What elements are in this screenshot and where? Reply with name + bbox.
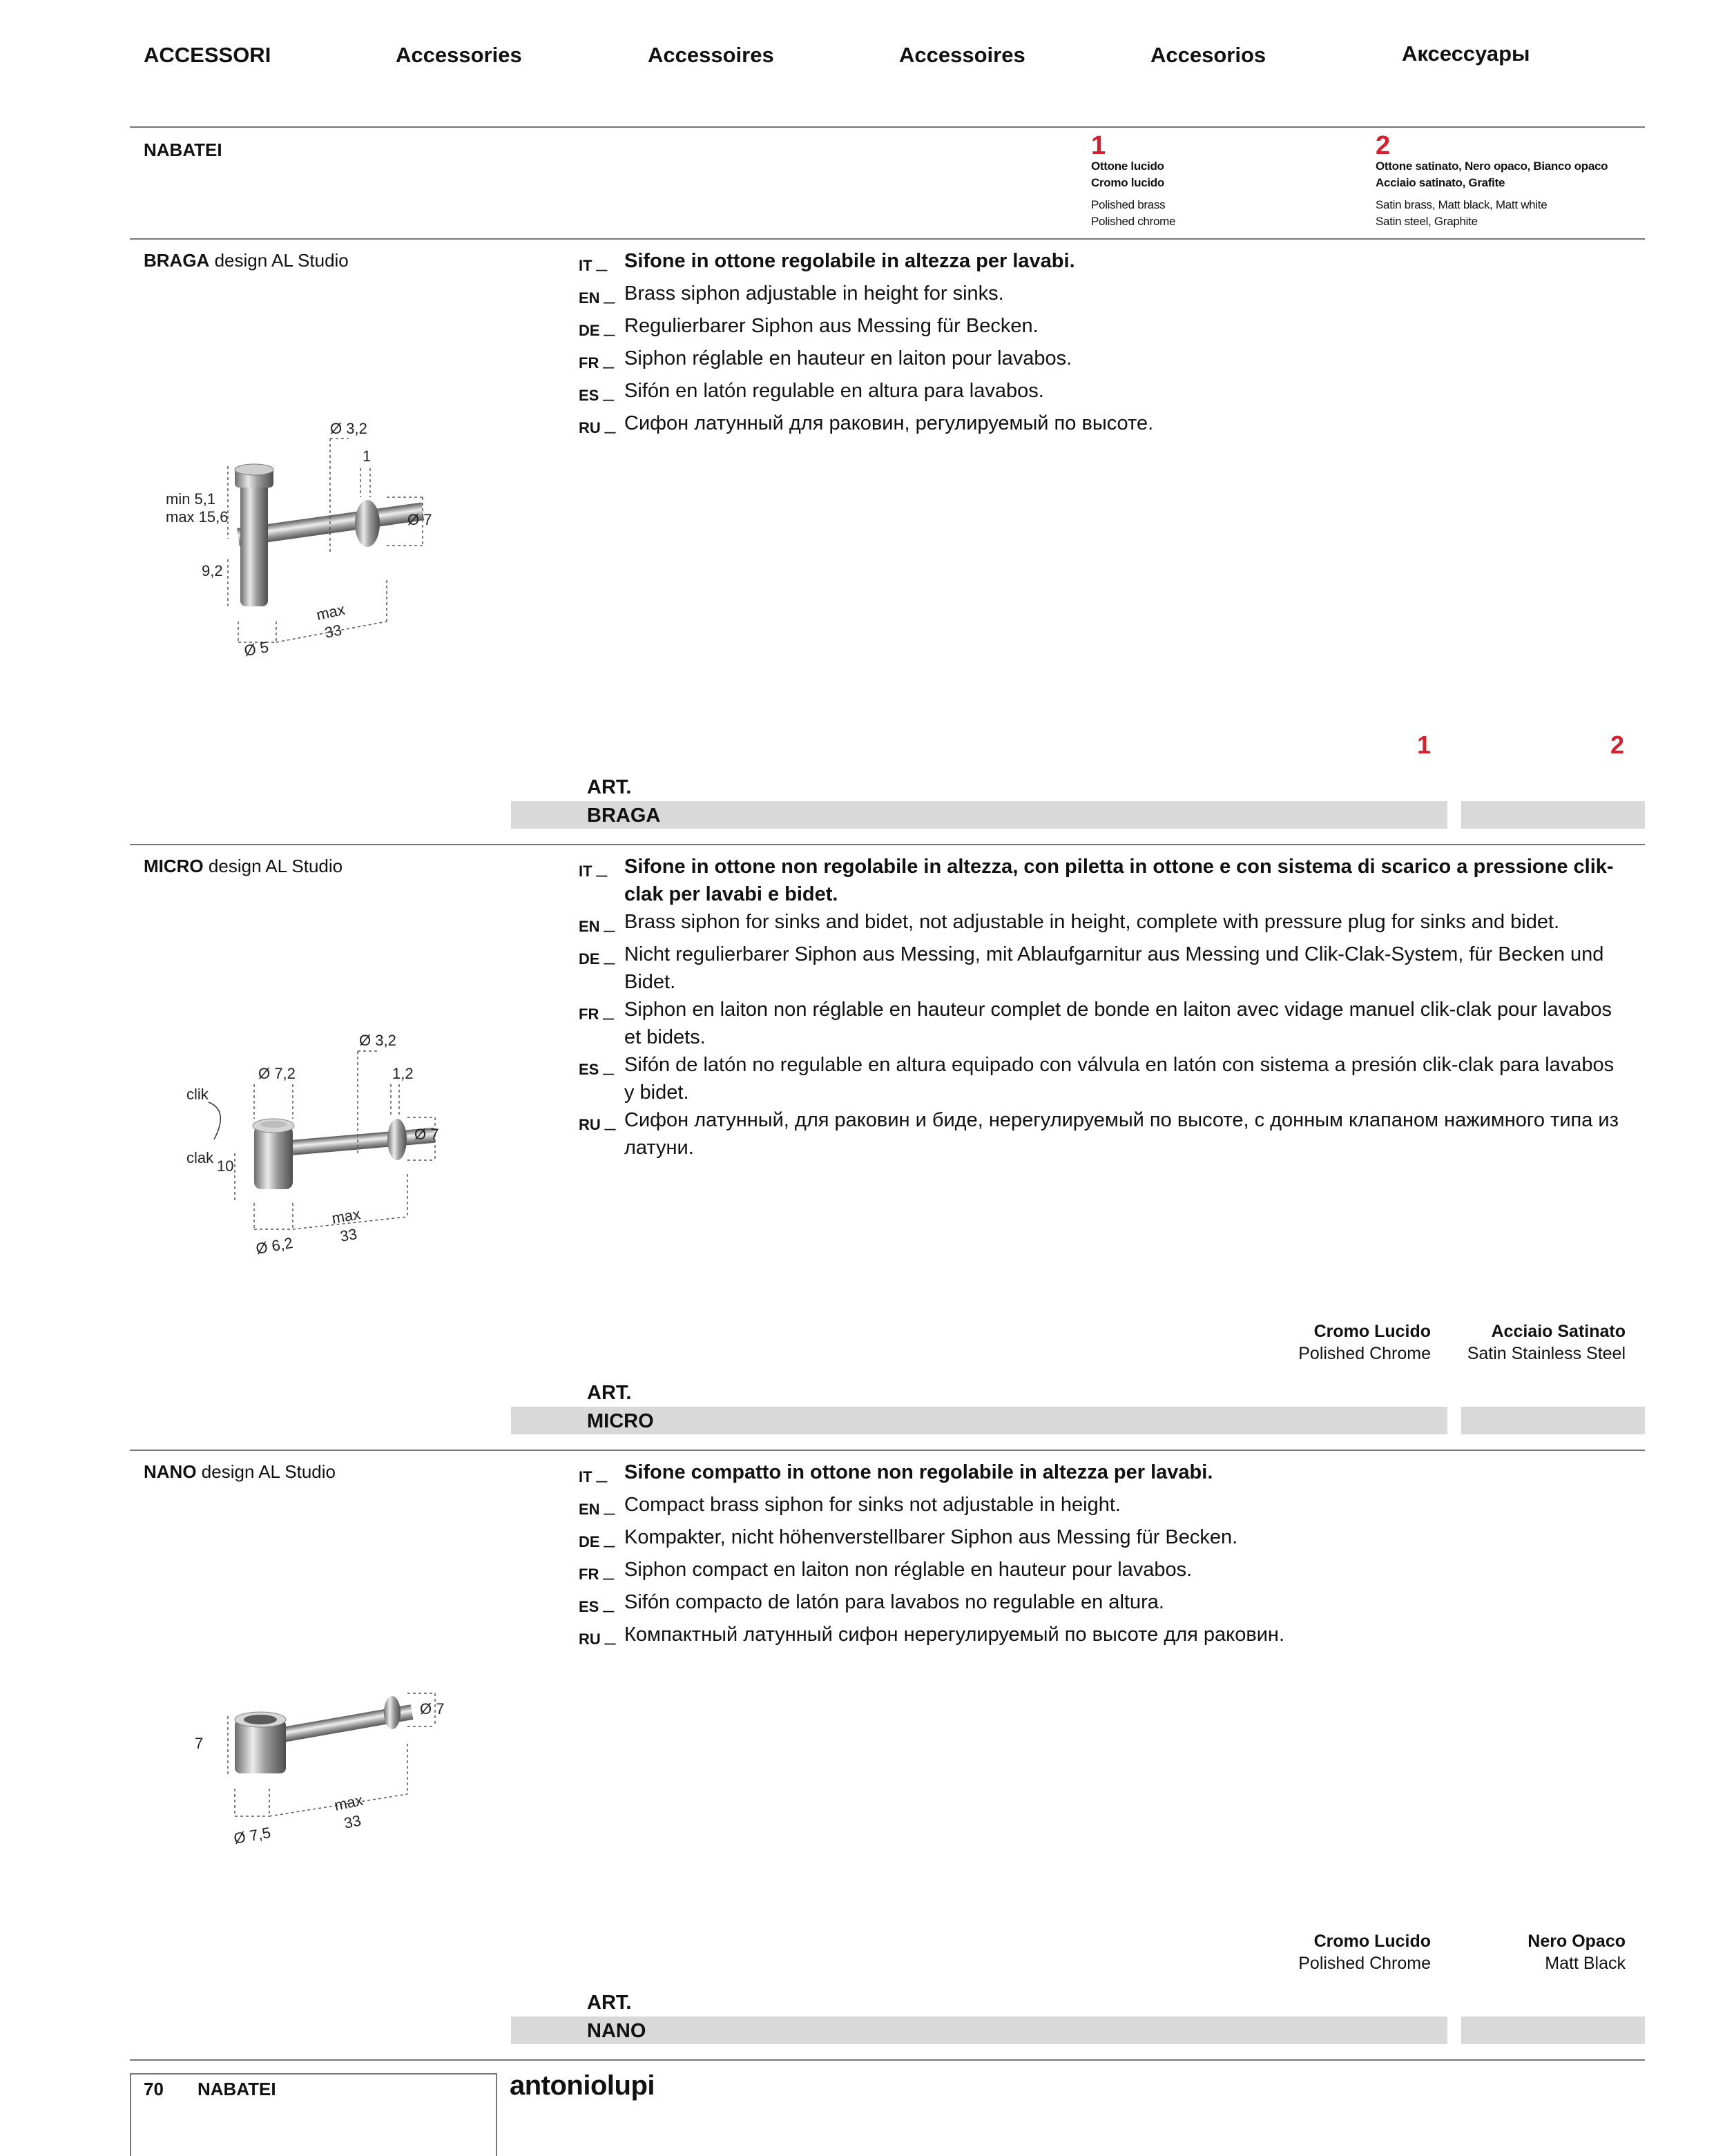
nano-technical-drawing — [180, 1678, 470, 1871]
lang-code: ES — [579, 387, 599, 404]
page-number: 70 — [144, 2079, 164, 2099]
dim-label: Ø 7 — [414, 1126, 439, 1143]
finish-label: Polished chrome — [1091, 215, 1176, 228]
finish-name-it: Cromo Lucido — [1313, 1932, 1431, 1951]
siphon-shape — [235, 464, 424, 606]
dim-label: Ø 7 — [420, 1700, 445, 1717]
dim-label: Ø 7 — [407, 511, 432, 528]
lang-code: RU — [579, 1630, 601, 1648]
product-name: BRAGA — [144, 250, 210, 271]
desc-text: Kompakter, nicht höhenverstellbarer Siphon aus Messing für Becken. — [624, 1526, 1238, 1548]
brand-logo: antoniolupi — [510, 2070, 655, 2101]
dim-label: clak — [186, 1149, 214, 1166]
finish-group-2 — [1376, 131, 1608, 230]
finish-label: Ottone lucido — [1091, 160, 1164, 173]
finish-column-number: 1 — [1417, 731, 1432, 759]
dim-label: 33 — [322, 621, 343, 642]
divider — [130, 2059, 1645, 2061]
desc-text: Sifone in ottone regolabile in altezza per lavabi. — [624, 250, 1075, 272]
finish-number: 2 — [1376, 131, 1391, 160]
dim-label: Ø 3,2 — [330, 420, 367, 437]
braga-technical-drawing — [152, 414, 456, 670]
lang-code: ES — [579, 1598, 599, 1615]
siphon-shape — [235, 1696, 413, 1773]
article-bar — [1461, 2017, 1645, 2044]
finish-column-header — [1467, 1320, 1626, 1365]
finish-label: Acciaio satinato, Grafite — [1376, 176, 1505, 189]
finish-column-number: 2 — [1610, 731, 1625, 759]
finish-label: Ottone satinato, Nero opaco, Bianco opaco — [1376, 160, 1608, 173]
desc-text: Regulierbarer Siphon aus Messing für Becken. — [624, 315, 1039, 337]
lang-code: EN — [579, 918, 600, 935]
finish-label: Satin steel, Graphite — [1376, 215, 1478, 228]
footer-collection: NABATEI — [197, 2079, 276, 2099]
desc-text: Compact brass siphon for sinks not adjustable in height. — [624, 1494, 1121, 1516]
desc-text: Brass siphon for sinks and bidet, not adjustable in height, complete with pressure plug for sinks and bidet. — [624, 911, 1560, 933]
article-name: NANO — [587, 2020, 646, 2042]
finish-column-header — [1298, 1930, 1431, 1974]
divider — [130, 238, 1645, 240]
finish-column-header — [1298, 1320, 1431, 1365]
product-title — [144, 856, 343, 877]
desc-text: Компактный латунный сифон нерегулируемый по высоте для раковин. — [624, 1624, 1284, 1646]
lang-code: DE — [579, 1533, 600, 1550]
desc-text: Сифон латунный, для раковин и биде, нерегулируемый по высоте, с донным клапаном нажимного типа из латуни. — [624, 1109, 1619, 1159]
header-label-fr: Accessoires — [648, 43, 774, 67]
desc-text: Siphon en laiton non réglable en hauteur complet de bonde en laiton avec vidage manuel clik-clak pour lavabos et bidets. — [624, 999, 1612, 1048]
lang-code: RU — [579, 419, 601, 436]
dim-label: Ø 6,2 — [254, 1233, 294, 1258]
dim-label: Ø 3,2 — [359, 1032, 396, 1049]
dim-label: max — [330, 1205, 362, 1227]
lang-code: DE — [579, 322, 600, 339]
desc-text: Sifone compatto in ottone non regolabile in altezza per lavabi. — [624, 1461, 1213, 1483]
lang-code: DE — [579, 950, 600, 968]
lang-code: IT — [579, 1468, 592, 1485]
dim-label: max 15,6 — [166, 508, 229, 526]
header-label-en: Accessories — [396, 43, 522, 67]
header-label-de: Accessoires — [899, 43, 1025, 67]
siphon-shape — [253, 1119, 435, 1189]
dim-label: Ø 7,2 — [258, 1065, 296, 1082]
product-designer: design AL Studio — [201, 1461, 336, 1482]
dim-label: Ø 5 — [242, 638, 270, 660]
dim-label: 1 — [363, 447, 372, 465]
desc-text: Sifone in ottone non regolabile in altezza, con piletta in ottone e con sistema di scarico a pressione clik-clak per lavabi e bidet. — [624, 856, 1614, 905]
desc-text: Sifón en latón regulable en altura para lavabos. — [624, 380, 1044, 402]
product-title — [144, 250, 349, 271]
finish-name-it: Nero Opaco — [1528, 1932, 1626, 1951]
product-title — [144, 1461, 336, 1483]
finish-number: 1 — [1091, 131, 1106, 160]
lang-code: RU — [579, 1116, 601, 1133]
product-designer: design AL Studio — [214, 250, 349, 271]
art-label: ART. — [587, 776, 632, 798]
article-bar — [511, 2017, 1447, 2044]
product-name: MICRO — [144, 856, 204, 876]
footer-box — [130, 2073, 497, 2156]
art-label: ART. — [587, 1992, 632, 2014]
article-name: MICRO — [587, 1410, 654, 1432]
finish-name-it: Cromo Lucido — [1313, 1322, 1431, 1341]
collection-name: NABATEI — [144, 139, 222, 160]
product-description: IT _ Sifone in ottone regolabile in altezza per lavabi. EN _ Brass siphon adjustable in height for sinks. DE _ Regulierbarer Siphon aus Messing für Becken. FR _ Siphon réglable en hauteur en laiton pour lavabos. ES _ Sifón en latón regulable en altura para lavabos. RU _ Сифон латунный для раковин, регулируемый по высоте. — [579, 247, 1628, 442]
product-description: IT _ Sifone compatto in ottone non regolabile in altezza per lavabi. EN _ Compact brass siphon for sinks not adjustable in height. DE _ Kompakter, nicht höhenverstellbarer Siphon aus Messing für Becken. FR _ Siphon compact en laiton non réglable en hauteur pour lavabos. ES _ Sifón compacto de latón para lavabos no regulable en altura. RU _ Компактный латунный сифон нерегулируемый по высоте для раковин. — [579, 1459, 1628, 1653]
dim-label: 33 — [338, 1225, 358, 1245]
lang-code: EN — [579, 289, 600, 307]
lang-code: EN — [579, 1501, 600, 1518]
micro-technical-drawing — [173, 1022, 463, 1271]
lang-code: IT — [579, 863, 592, 880]
desc-text: Sifón de latón no regulable en altura equipado con válvula en latón con sistema a presión clik-clak para lavabos y bidet. — [624, 1054, 1615, 1104]
divider — [130, 126, 1645, 128]
dim-label: Ø 7,5 — [232, 1823, 272, 1847]
desc-text: Sifón compacto de latón para lavabos no regulable en altura. — [624, 1591, 1164, 1613]
lang-code: FR — [579, 1005, 599, 1023]
product-name: NANO — [144, 1461, 197, 1482]
finish-label: Cromo lucido — [1091, 176, 1164, 189]
article-bar — [1461, 1407, 1645, 1434]
divider — [130, 1450, 1645, 1451]
dim-label: max — [314, 600, 347, 624]
lang-code: IT — [579, 257, 592, 274]
header-label-it: ACCESSORI — [144, 43, 271, 67]
desc-text: Siphon compact en laiton non réglable en hauteur pour lavabos. — [624, 1559, 1193, 1581]
finish-column-header — [1528, 1930, 1626, 1974]
finish-name-en: Satin Stainless Steel — [1467, 1344, 1626, 1363]
finish-label: Satin brass, Matt black, Matt white — [1376, 198, 1548, 211]
dim-label: min 5,1 — [166, 490, 216, 508]
desc-text: Сифон латунный для раковин, регулируемый по высоте. — [624, 412, 1154, 434]
article-bar — [1461, 801, 1645, 829]
dim-label: max — [332, 1791, 365, 1814]
dim-label: 9,2 — [202, 562, 223, 579]
finish-name-en: Polished Chrome — [1298, 1954, 1431, 1973]
clik-clak-arrow — [209, 1102, 220, 1139]
desc-text: Brass siphon adjustable in height for sinks. — [624, 282, 1004, 305]
dim-label: clik — [186, 1086, 209, 1103]
finish-name-it: Acciaio Satinato — [1491, 1322, 1626, 1341]
finish-group-1 — [1091, 131, 1175, 230]
finish-name-en: Polished Chrome — [1298, 1344, 1431, 1363]
lang-code: FR — [579, 354, 599, 372]
finish-name-en: Matt Black — [1545, 1954, 1626, 1973]
product-designer: design AL Studio — [208, 856, 343, 876]
dim-label: 7 — [195, 1735, 204, 1752]
lang-code: FR — [579, 1566, 599, 1583]
art-label: ART. — [587, 1382, 632, 1404]
divider — [130, 844, 1645, 845]
dim-label: 1,2 — [392, 1065, 414, 1082]
article-name: BRAGA — [587, 805, 661, 827]
dim-label: 33 — [342, 1811, 363, 1832]
dim-label: 10 — [217, 1157, 234, 1175]
finish-label: Polished brass — [1091, 198, 1166, 211]
header-label-es: Accesorios — [1150, 43, 1266, 67]
desc-text: Nicht regulierbarer Siphon aus Messing, mit Ablaufgarnitur aus Messing und Clik-Clak-System, für Becken und Bidet. — [624, 943, 1604, 993]
product-description: IT _ Sifone in ottone non regolabile in altezza, con piletta in ottone e con sistema di scarico a pressione clik-clak per lavabi e bidet. EN _ Brass siphon for sinks and bidet, not adjustable in height, complete with pressure plug for sinks and bidet. DE _ Nicht regulierbarer Siphon aus Messing, mit Ablaufgarnitur aus Messing und Clik-Clak-System, für Becken und Bidet. FR _ Siphon en laiton non réglable en hauteur complet de bonde en laiton avec vidage manuel clik-clak pour lavabos et bidets. ES _ Sifón de latón no regulable en altura equipado con válvula en latón con sistema a presión clik-clak para lavabos y bidet. RU _ Сифон латунный, для раковин и биде, нерегулируемый по высоте, с донным клапаном нажимного типа из латуни. — [579, 853, 1628, 1162]
desc-text: Siphon réglable en hauteur en laiton pour lavabos. — [624, 347, 1072, 369]
lang-code: ES — [579, 1061, 599, 1078]
header-label-ru: Аксессуары — [1402, 41, 1530, 66]
